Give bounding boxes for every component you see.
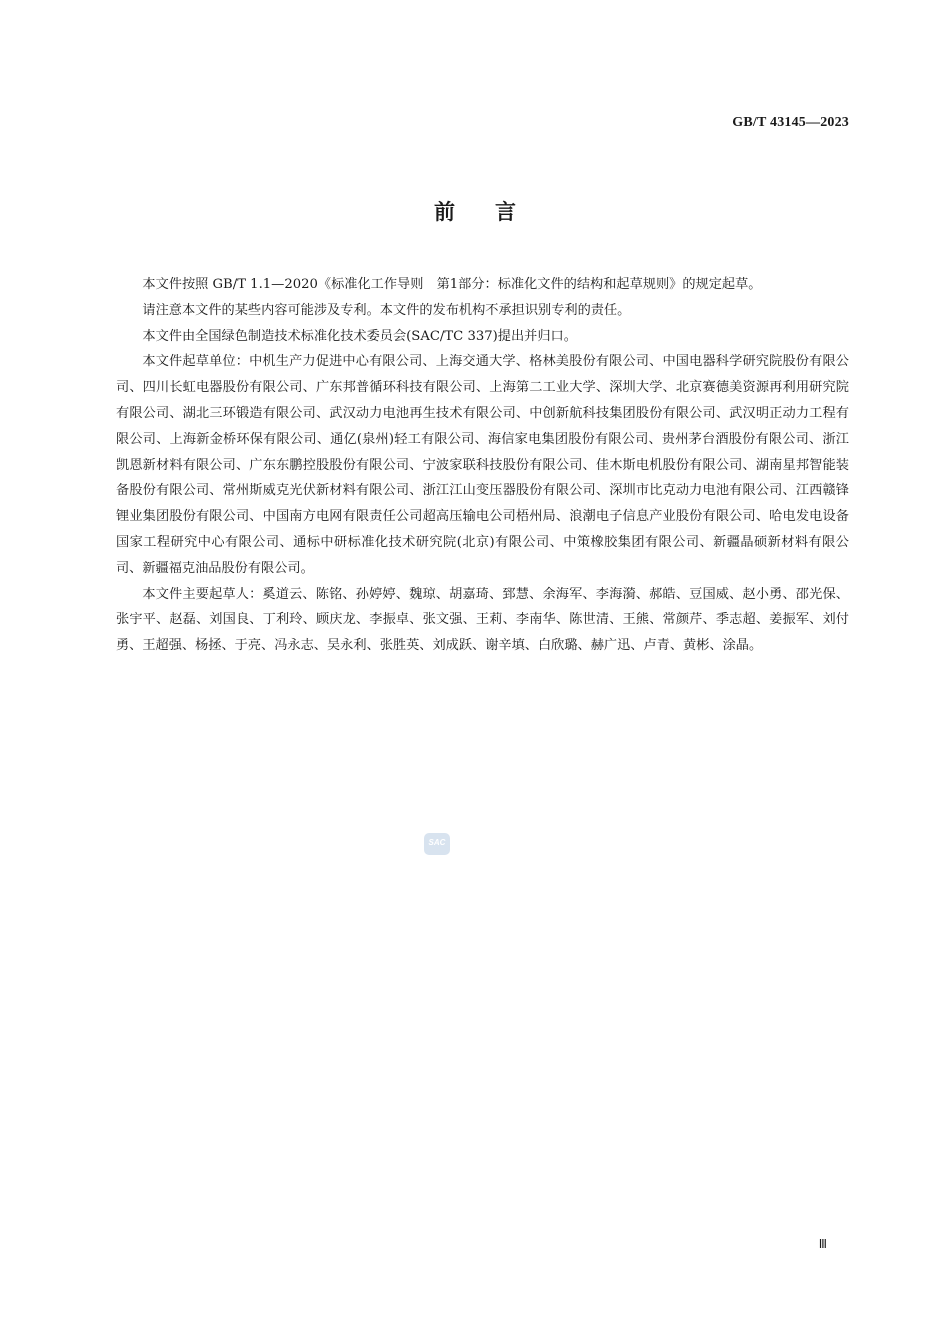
section-title: 前言 <box>434 200 556 224</box>
sac-watermark-logo <box>424 833 450 855</box>
paragraph-drafting-units: 本文件起草单位：中机生产力促进中心有限公司、上海交通大学、格林美股份有限公司、中国电器科学研究院股份有限公司、四川长虹电器股份有限公司、广东邦普循环科技有限公司、上海第二工业大学、深圳大学、北京赛德美资源再利用研究院有限公司、湖北三环锻造有限公司、武汉动力电池再生技术有限公司、中创新航科技集团股份有限公司、武汉明正动力工程有限公司、上海新金桥环保有限公司、通亿(泉州)轻工有限公司、海信家电集团股份有限公司、贵州茅台酒股份有限公司、浙江凯恩新材料有限公司、广东东鹏控股股份有限公司、宁波家联科技股份有限公司、佳木斯电机股份有限公司、湖南星邦智能装备股份有限公司、常州斯威克光伏新材料有限公司、浙江江山变压器股份有限公司、深圳市比克动力电池有限公司、江西赣锋锂业集团股份有限公司、中国南方电网有限责任公司超高压输电公司梧州局、浪潮电子信息产业股份有限公司、哈电发电设备国家工程研究中心有限公司、通标中研标准化技术研究院(北京)有限公司、中策橡胶集团有限公司、新疆晶硕新材料有限公司、新疆福克油品股份有限公司。 <box>116 354 849 576</box>
paragraph-patent-notice: 请注意本文件的某些内容可能涉及专利。本文件的发布机构不承担识别专利的责任。 <box>142 302 631 318</box>
page-number: Ⅲ <box>818 1237 827 1251</box>
standard-number: GB/T 43145—2023 <box>732 115 849 130</box>
paragraph-drafting-rules: 本文件按照 GB/T 1.1—2020《标准化工作导则 第1部分：标准化文件的结构和起草规则》的规定起草。 <box>142 277 762 292</box>
paragraph-drafters: 本文件主要起草人：奚道云、陈铭、孙婷婷、魏琼、胡嘉琦、郅慧、余海军、李海漪、郝皓、豆国威、赵小勇、邵光保、张宇平、赵磊、刘国良、丁利玲、顾庆龙、李振卓、张文强、王莉、李南华、陈世清、王熊、常颜芹、季志超、姜振军、刘付勇、王超强、杨拯、于亮、冯永志、吴永利、张胜英、刘成跃、谢辛填、白欣璐、赫广迅、卢青、黄彬、涂晶。 <box>116 586 849 654</box>
paragraph-proposer: 本文件由全国绿色制造技术标准化技术委员会(SAC/TC 337)提出并归口。 <box>142 328 577 344</box>
watermark-text: SAC <box>428 838 446 847</box>
document-body <box>116 272 849 659</box>
